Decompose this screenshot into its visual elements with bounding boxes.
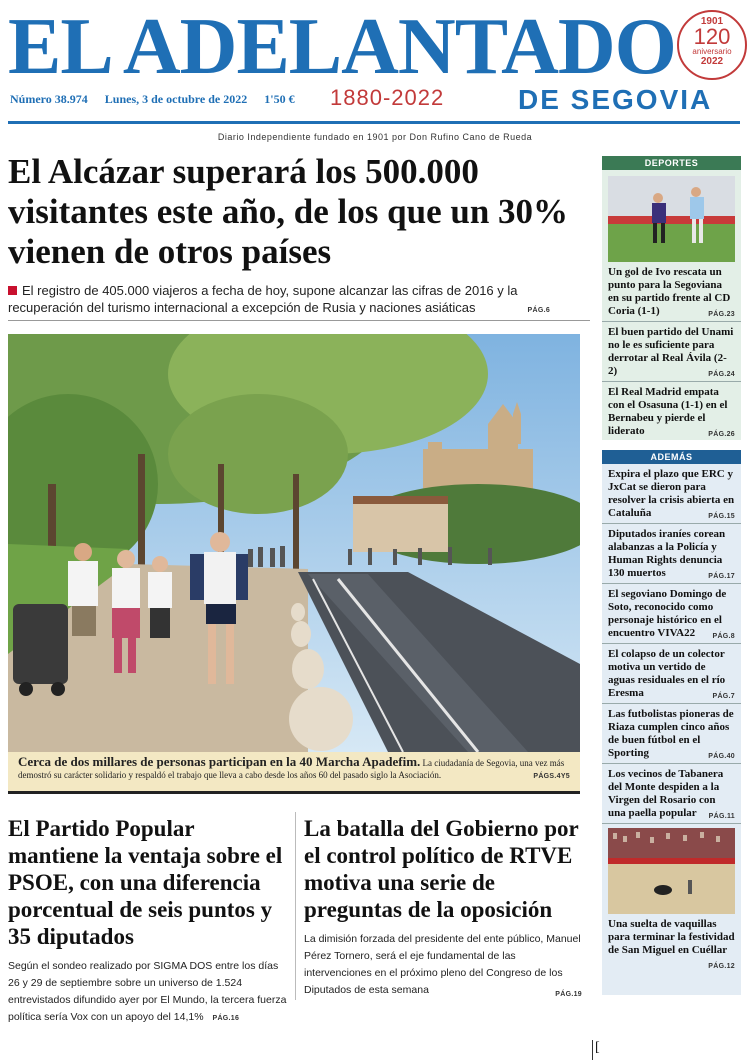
issue-price: 1'50 € bbox=[264, 92, 295, 106]
caption-bold: Cerca de dos millares de personas participan en la 40 Marcha Apadefim. bbox=[18, 754, 421, 769]
deportes-item-page: PÁG.26 bbox=[708, 431, 735, 438]
ademas-item[interactable] bbox=[602, 914, 741, 970]
issue-date: Lunes, 3 de octubre de 2022 bbox=[104, 92, 248, 106]
bullet-square-icon bbox=[8, 286, 17, 295]
deportes-photo[interactable] bbox=[608, 176, 735, 262]
masthead-rule bbox=[8, 121, 740, 124]
ademas-item[interactable] bbox=[602, 584, 741, 644]
deportes-item[interactable] bbox=[602, 322, 741, 382]
ademas-item[interactable] bbox=[602, 464, 741, 524]
tagline: Diario Independiente fundado en 1901 por Don Rufino Cano de Rueda bbox=[217, 132, 533, 142]
anniversary-label: aniversario bbox=[692, 47, 732, 56]
story-rtve-text: La dimisión forzada del presidente del ente público, Manuel Pérez Tornero, será el eje fundamental de las intervenciones en el próximo pleno del Congreso de los Diputados de esta semana bbox=[304, 933, 581, 996]
story-pp-headline[interactable]: El Partido Popular mantiene la ventaja sobre el PSOE, con una diferencia porcentual de seis puntos y 35 diputados bbox=[8, 816, 283, 949]
issue-info bbox=[10, 92, 309, 107]
deportes-item[interactable] bbox=[602, 382, 741, 441]
ademas-photo[interactable] bbox=[608, 828, 735, 914]
sidebar-deportes bbox=[602, 156, 741, 440]
ademas-item-page: PÁG.7 bbox=[712, 693, 735, 700]
anniversary-end-year: 2022 bbox=[700, 56, 724, 67]
ademas-item[interactable] bbox=[602, 704, 741, 764]
march-photo-illustration bbox=[8, 334, 580, 752]
ademas-item-page: PÁG.11 bbox=[708, 813, 735, 820]
ademas-item-text: Expira el plazo que ERC y JxCat se dieron para resolver la crisis abierta en Cataluña bbox=[608, 468, 735, 519]
caption-text: La ciudadanía de Segovia, una vez más demostró su carácter solidario y respaldó el trabajo que lleva a cabo desde los años 60 del pasado siglo la Asociación. bbox=[18, 758, 565, 780]
deportes-item-text: El buen partido del Unami no le es suficiente para derrotar al Real Ávila (2-2) bbox=[608, 326, 734, 377]
main-page-ref: PÁG.6 bbox=[527, 307, 551, 314]
anniversary-start-year: 1901 bbox=[700, 16, 724, 27]
column-divider bbox=[295, 812, 296, 1000]
anniversary-seal bbox=[677, 10, 747, 80]
main-photo[interactable] bbox=[8, 334, 580, 752]
ademas-item-text: Los vecinos de Tabanera del Monte despiden a la Virgen del Rosario con una paella popular bbox=[608, 768, 724, 819]
deportes-item-text: El Real Madrid empata con el Osasuna (1-1) en el Bernabeu y pierde el liderato bbox=[608, 386, 728, 437]
page-fold-mark: [ bbox=[592, 1040, 612, 1060]
ademas-item-text: Una suelta de vaquillas para terminar la festividad de San Miguel en Cuéllar bbox=[608, 918, 735, 956]
main-headline[interactable]: El Alcázar superará los 500.000 visitantes este año, de los que un 30% vienen de otros países bbox=[8, 152, 569, 271]
ademas-item[interactable] bbox=[602, 644, 741, 704]
football-photo-illustration bbox=[608, 176, 735, 262]
ademas-item-text: El colapso de un colector motiva un vertido de aguas residuales en el río Eresma bbox=[608, 648, 726, 699]
story-pp-page-ref: PÁG.16 bbox=[212, 1015, 240, 1022]
ademas-item[interactable] bbox=[602, 524, 741, 584]
ademas-item-text: Las futbolistas pioneras de Riaza cumplen cinco años de buen fútbol en el Sporting bbox=[608, 708, 734, 759]
ademas-header: ADEMÁS bbox=[602, 450, 741, 464]
deportes-item-page: PÁG.23 bbox=[708, 311, 735, 318]
story-pp bbox=[8, 815, 290, 1027]
story-pp-body bbox=[8, 958, 290, 1027]
story-rtve-headline[interactable]: La batalla del Gobierno por el control político de RTVE motiva una serie de preguntas de la oposición bbox=[304, 816, 579, 922]
ademas-item[interactable] bbox=[602, 764, 741, 824]
divider bbox=[8, 320, 590, 321]
masthead-title: EL ADELANTADO bbox=[8, 3, 676, 91]
story-rtve bbox=[304, 815, 582, 1003]
masthead-subtitle: DE SEGOVIA bbox=[518, 84, 713, 115]
issue-number: Número 38.974 bbox=[10, 92, 88, 106]
ademas-item-page: PÁG.8 bbox=[712, 633, 735, 640]
main-lead bbox=[8, 282, 590, 319]
deportes-item-text: Un gol de Ivo rescata un punto para la Segoviana en su partido frente al CD Coria (1-1) bbox=[608, 266, 731, 317]
ademas-item-page: PÁG.15 bbox=[708, 513, 735, 520]
ademas-item-text: El segoviano Domingo de Soto, reconocido como personaje histórico en el encuentro VIVA22 bbox=[608, 588, 727, 639]
main-lead-text: El registro de 405.000 viajeros a fecha de hoy, supone alcanzar las cifras de 2016 y la recuperación del turismo internacional a excepción de Rusia y naciones asiáticas bbox=[8, 283, 518, 315]
masthead-years: 1880-2022 bbox=[330, 85, 445, 110]
story-pp-text: Según el sondeo realizado por SIGMA DOS entre los días 26 y 29 de septiembre sobre un universo de 1.524 entrevistados difundido ayer por El Mundo, la tercera fuerza política sería Vox con un apoyo del 14,1% bbox=[8, 960, 287, 1023]
deportes-item[interactable] bbox=[602, 262, 741, 322]
sidebar-ademas bbox=[602, 450, 741, 995]
story-rtve-body bbox=[304, 931, 582, 999]
deportes-item-page: PÁG.24 bbox=[708, 371, 735, 378]
caption-page-ref: PÁGS.4Y5 bbox=[533, 773, 570, 780]
story-rtve-page-ref: PÁG.19 bbox=[555, 991, 582, 998]
ademas-item-page: PÁG.40 bbox=[708, 753, 735, 760]
anniversary-number: 120 bbox=[693, 24, 731, 49]
deportes-header: DEPORTES bbox=[602, 156, 741, 170]
ademas-item-page: PÁG.12 bbox=[708, 963, 735, 970]
photo-caption bbox=[8, 752, 580, 794]
ademas-item-page: PÁG.17 bbox=[708, 573, 735, 580]
bullring-photo-illustration bbox=[608, 828, 735, 914]
ademas-item-text: Diputados iraníes corean alabanzas a la Policía y Human Rights denuncia 130 muertos bbox=[608, 528, 726, 579]
